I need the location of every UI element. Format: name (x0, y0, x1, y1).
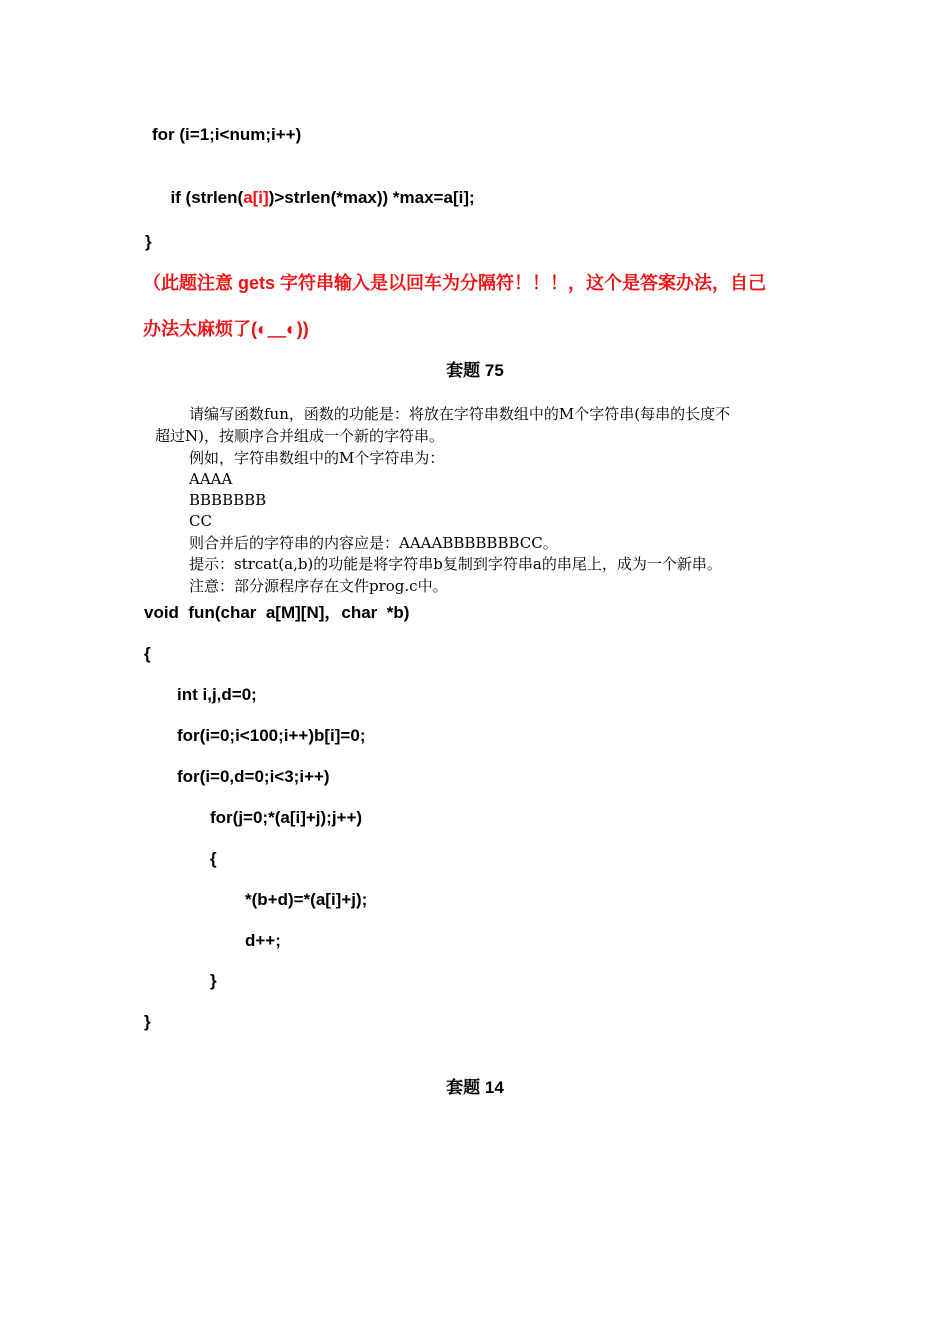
code-text: if (strlen( (170, 188, 244, 207)
problem-14-heading: 套题 14 (446, 1078, 504, 1097)
code-line-inner-loop: for(j=0;*(a[i]+j);j++) (210, 808, 363, 827)
highlighted-code-text: a[i] (243, 188, 269, 207)
problem-example-line: AAAA (189, 470, 233, 488)
problem-desc-line: 请编写函数fun，函数的功能是：将放在字符串数组中的M个字符串(每串的长度不 (189, 405, 731, 423)
code-line-for-loop: for (i=1;i<num;i++) (152, 125, 302, 144)
code-line-clear-loop: for(i=0;i<100;i++)b[i]=0; (177, 726, 366, 745)
problem-example-line: BBBBBBB (189, 491, 267, 509)
code-text: )>strlen(*max)) *max=a[i]; (268, 188, 475, 207)
code-line-fun-signature: void fun(char a[M][N]，char *b) (144, 603, 410, 622)
code-line-if-strlen (161, 165, 475, 209)
code-line-open-brace: { (144, 644, 151, 663)
problem-75-heading: 套题 75 (446, 361, 504, 380)
problem-hint-line: 提示：strcat(a,b)的功能是将字符串b复制到字符串a的串尾上，成为一个新串。 (189, 555, 722, 573)
code-line-copy-char: *(b+d)=*(a[i]+j); (245, 890, 368, 909)
problem-note-line: 注意：部分源程序存在文件prog.c中。 (189, 577, 448, 595)
problem-desc-line: 则合并后的字符串的内容应是：AAAABBBBBBBCC。 (189, 534, 558, 552)
code-line-declaration: int i,j,d=0; (177, 685, 257, 704)
code-line-close-brace: } (144, 1012, 151, 1031)
note-line-1: （此题注意 gets 字符串输入是以回车为分隔符！！！，这个是答案办法，自己 (143, 273, 767, 293)
code-line-outer-loop: for(i=0,d=0;i<3;i++) (177, 767, 330, 786)
code-line-increment: d++; (245, 931, 281, 950)
code-line-open-brace: { (210, 849, 217, 868)
problem-example-line: CC (189, 512, 212, 530)
note-line-2: 办法太麻烦了(◐＿◐)) (143, 319, 309, 339)
problem-desc-line: 超过N)，按顺序合并组成一个新的字符串。 (155, 427, 444, 445)
problem-desc-line: 例如，字符串数组中的M个字符串为： (189, 449, 445, 467)
code-line-close-brace: } (210, 971, 217, 990)
code-line-close-brace: } (145, 232, 152, 251)
